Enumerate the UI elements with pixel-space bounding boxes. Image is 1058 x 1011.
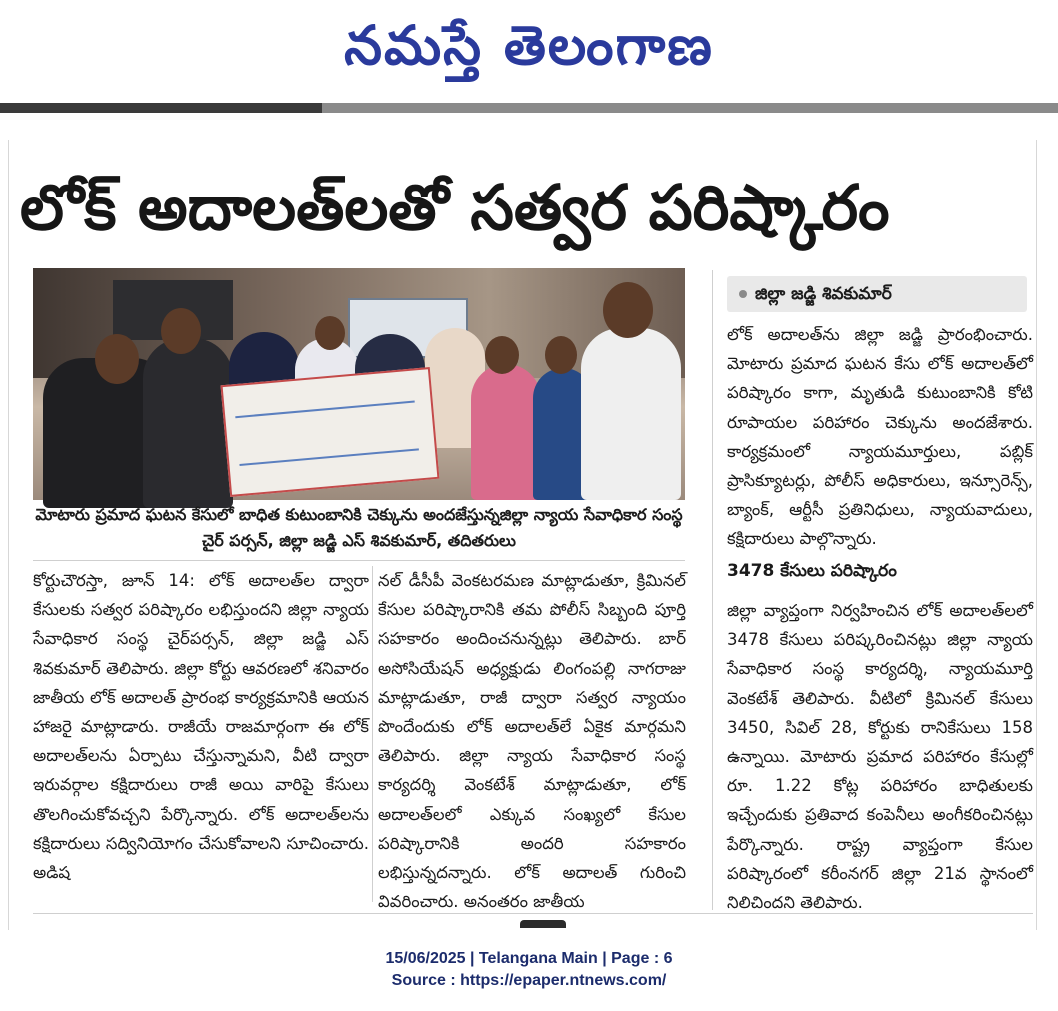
sidebar-column	[727, 270, 1033, 916]
source-line: Source : https://epaper.ntnews.com/	[391, 972, 667, 989]
photo-person-head	[95, 334, 139, 384]
sidebar-paragraph-2: జిల్లా వ్యాప్తంగా నిర్వహించిన లోక్ అదాలత్‌లలో 3478 కేసులు పరిష్కరించినట్లు జిల్లా న్యాయ సేవాధికార సంస్థ కార్యదర్శి, న్యాయమూర్తి వెంకటేశ్ తెలిపారు. వీటిలో క్రిమినల్ కేసులు 3450, సివిల్ 28, కోర్టుకు రానికేసులు 158 ఉన్నాయి. మోటారు ప్రమాద పరిహారం కేసుల్లో రూ. 1.22 కోట్ల పరిహారం బాధితులకు ఇచ్చేందుకు ప్రతివాద కంపెనీలు అంగీకరించినట్లు పేర్కొన్నారు. రాష్ట్ర వ్యాప్తంగా కేసుల పరిష్కారంలో కరీంనగర్ జిల్లా 21వ స్థానంలో నిలిచిందని తెలిపారు.	[727, 601, 1033, 913]
newspaper-logo: నమస్తే తెలంగాణ	[344, 14, 714, 77]
sidebar-paragraph-1: లోక్ అదాలత్‌ను జిల్లా జడ్జి ప్రారంభించారు. మోటారు ప్రమాద ఘటన కేసు లోక్ అదాలత్‌లో పరిష్కారం కాగా, మృతుడి కుటుంబానికి కోటి రూపాయల పరిహారం చెక్కును అందజేశారు. కార్యక్రమంలో న్యాయమూర్తులు, పబ్లిక్ ప్రాసిక్యూటర్లు, పోలీస్ అధికారులు, ఇన్సూరెన్స్, బ్యాంక్, ఆర్టీసీ ప్రతినిధులు, న్యాయవాదులు, కక్షిదారులు పాల్గొన్నారు.	[727, 325, 1033, 549]
page-break-mark	[520, 920, 566, 928]
article-column-1: కోర్టుచౌరస్తా, జూన్ 14: లోక్ అదాలత్‌ల ద్వారా కేసులకు సత్వర పరిష్కారం లభిస్తుందని జిల్లా న్యాయ సేవాధికార సంస్థ చైర్‌పర్సన్, జిల్లా జడ్జి ఎస్ శివకుమార్ తెలిపారు. జిల్లా కోర్టు ఆవరణలో శనివారం జాతీయ లోక్ అదాలత్ ప్రారంభ కార్యక్రమానికి ఆయన హాజరై మాట్లాడారు. రాజీయే రాజమార్గంగా ఈ లోక్ అదాలత్‌లను ఏర్పాటు చేస్తున్నామని, వీటి ద్వారా ఇరువర్గాల కక్షిదారులు రాజీ అయి వారిపై కేసులు తొలగించుకోవచ్చని పేర్కొన్నారు. లోక్ అదాలత్‌లను కక్షిదారులు సద్వినియోగం చేసుకోవాలని సూచించారు. అడిష	[33, 571, 369, 883]
sidebar-label-box	[727, 276, 1027, 312]
photo-person-head	[315, 316, 345, 350]
column-divider	[372, 566, 373, 902]
masthead	[0, 0, 1058, 100]
photo-person-head	[161, 308, 201, 354]
masthead-rule-dark	[0, 103, 322, 113]
cheque-board	[221, 367, 440, 497]
photo-caption: మోటారు ప్రమాద ఘటన కేసులో బాధిత కుటుంబానికి చెక్కును అందజేస్తున్నజిల్లా న్యాయ సేవాధికార సంస్థ చైర్ పర్సన్, జిల్లా జడ్జి ఎస్ శివకుమార్, తదితరులు	[35, 505, 683, 550]
photo-person	[581, 328, 681, 500]
masthead-rule-light	[322, 103, 1058, 113]
article-column-2: నల్ డీసీపీ వెంకటరమణ మాట్లాడుతూ, క్రిమినల్ కేసుల పరిష్కారానికి తమ పోలీస్ సిబ్బంది పూర్తి సహకారం అందించనున్నట్లు తెలిపారు. బార్ అసోసియేషన్ అధ్యక్షుడు లింగంపల్లి నాగరాజు మాట్లాడుతూ, రాజీ ద్వారా సత్వర న్యాయం పొందేందుకు లోక్ అదాలత్‌లే ఏకైక మార్గమని తెలిపారు. జిల్లా న్యాయ సేవాధికార సంస్థ కార్యదర్శి వెంకటేశ్ మాట్లాడుతూ, లోక్ అదాలత్‌లలో ఎక్కువ సంఖ్యలో కేసుల పరిష్కారానికి అందరి సహకారం లభిస్తున్నదన్నారు. లోక్ అదాలత్ గురించి వివరించారు. అనంతరం జాతీయ	[378, 571, 686, 912]
bullet-icon	[739, 290, 747, 298]
sidebar-divider	[712, 270, 713, 910]
photo-person-head	[485, 336, 519, 374]
bottom-divider	[33, 913, 1033, 914]
edition-line: 15/06/2025 | Telangana Main | Page : 6	[385, 950, 673, 967]
photo-person	[471, 364, 541, 500]
frame-left-edge	[8, 140, 9, 930]
photo-person	[143, 338, 233, 508]
sidebar-subheading: 3478 కేసులు పరిష్కారం	[727, 561, 897, 581]
photo-person-head	[603, 282, 653, 338]
article-headline: లోక్ అదాలత్‌లతో సత్వర పరిష్కారం	[20, 171, 890, 244]
photo-person-head	[545, 336, 577, 374]
article-photo	[33, 268, 685, 500]
caption-divider	[33, 560, 685, 561]
sidebar-label: జిల్లా జడ్జి శివకుమార్	[755, 284, 892, 304]
